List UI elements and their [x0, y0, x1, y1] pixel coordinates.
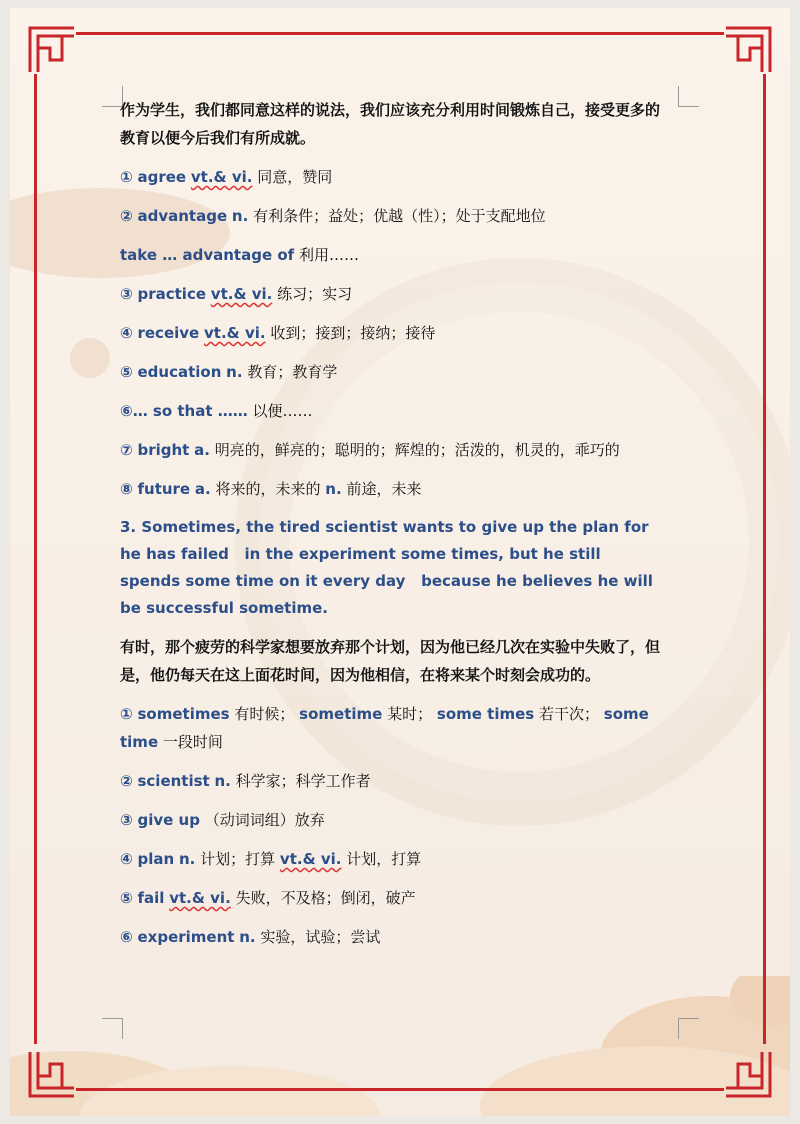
document-content — [120, 96, 665, 962]
frame-corner-ornament-icon — [724, 1050, 772, 1098]
sentence-3-english: 3. Sometimes, the tired scientist wants to give up the plan for he has failed in the experiment some times, but he still spends some time on it every day because he believes he will be successful sometime. — [120, 518, 659, 617]
vocab-item-so-that: ⑥… so that …… 以便…… — [120, 402, 313, 420]
frame-right-line — [763, 74, 766, 1044]
frame-corner-ornament-icon — [724, 26, 772, 74]
vocab-item-sometimes: ① sometimes 有时候； sometime 某时； some times 若干次； some time 一段时间 — [120, 705, 649, 751]
vocab-item-education: ⑤ education n. 教育；教育学 — [120, 363, 338, 381]
vocab-item-give-up: ③ give up （动词词组）放弃 — [120, 811, 325, 829]
frame-corner-ornament-icon — [28, 26, 76, 74]
decorative-dot — [70, 338, 110, 378]
vocab-item-advantage: ② advantage n. 有利条件；益处；优越（性）；处于支配地位 — [120, 207, 546, 225]
vocab-item-experiment: ⑥ experiment n. 实验，试验；尝试 — [120, 928, 381, 946]
sentence-3-translation: 有时，那个疲劳的科学家想要放弃那个计划，因为他已经几次在实验中失败了，但是，他仍每天在这上面花时间，因为他相信，在将来某个时刻会成功的。 — [120, 638, 661, 684]
frame-top-line — [76, 32, 724, 35]
crop-mark — [678, 1018, 699, 1039]
vocab-item-future: ⑧ future a. 将来的，未来的 n. 前途，未来 — [120, 480, 422, 498]
crop-mark — [678, 86, 699, 107]
vocab-item-scientist: ② scientist n. 科学家；科学工作者 — [120, 772, 371, 790]
vocab-item-fail: ⑤ fail vt.& vi. 失败，不及格；倒闭，破产 — [120, 889, 416, 907]
vocab-item-receive: ④ receive vt.& vi. 收到；接到；接纳；接待 — [120, 324, 436, 342]
frame-corner-ornament-icon — [28, 1050, 76, 1098]
vocab-item-agree: ① agree vt.& vi. 同意，赞同 — [120, 168, 333, 186]
intro-translation: 作为学生，我们都同意这样的说法，我们应该充分利用时间锻炼自己，接受更多的教育以便今后我们有所成就。 — [120, 101, 661, 147]
vocab-item-take-advantage-of: take … advantage of 利用…… — [120, 246, 359, 264]
vocab-item-practice: ③ practice vt.& vi. 练习；实习 — [120, 285, 353, 303]
vocab-item-plan: ④ plan n. 计划；打算 vt.& vi. 计划，打算 — [120, 850, 422, 868]
decorative-bottom-clouds — [10, 976, 790, 1116]
vocab-item-bright: ⑦ bright a. 明亮的，鲜亮的；聪明的；辉煌的；活泼的，机灵的，乖巧的 — [120, 441, 620, 459]
crop-mark — [102, 1018, 123, 1039]
frame-bottom-line — [76, 1088, 724, 1091]
frame-left-line — [34, 74, 37, 1044]
